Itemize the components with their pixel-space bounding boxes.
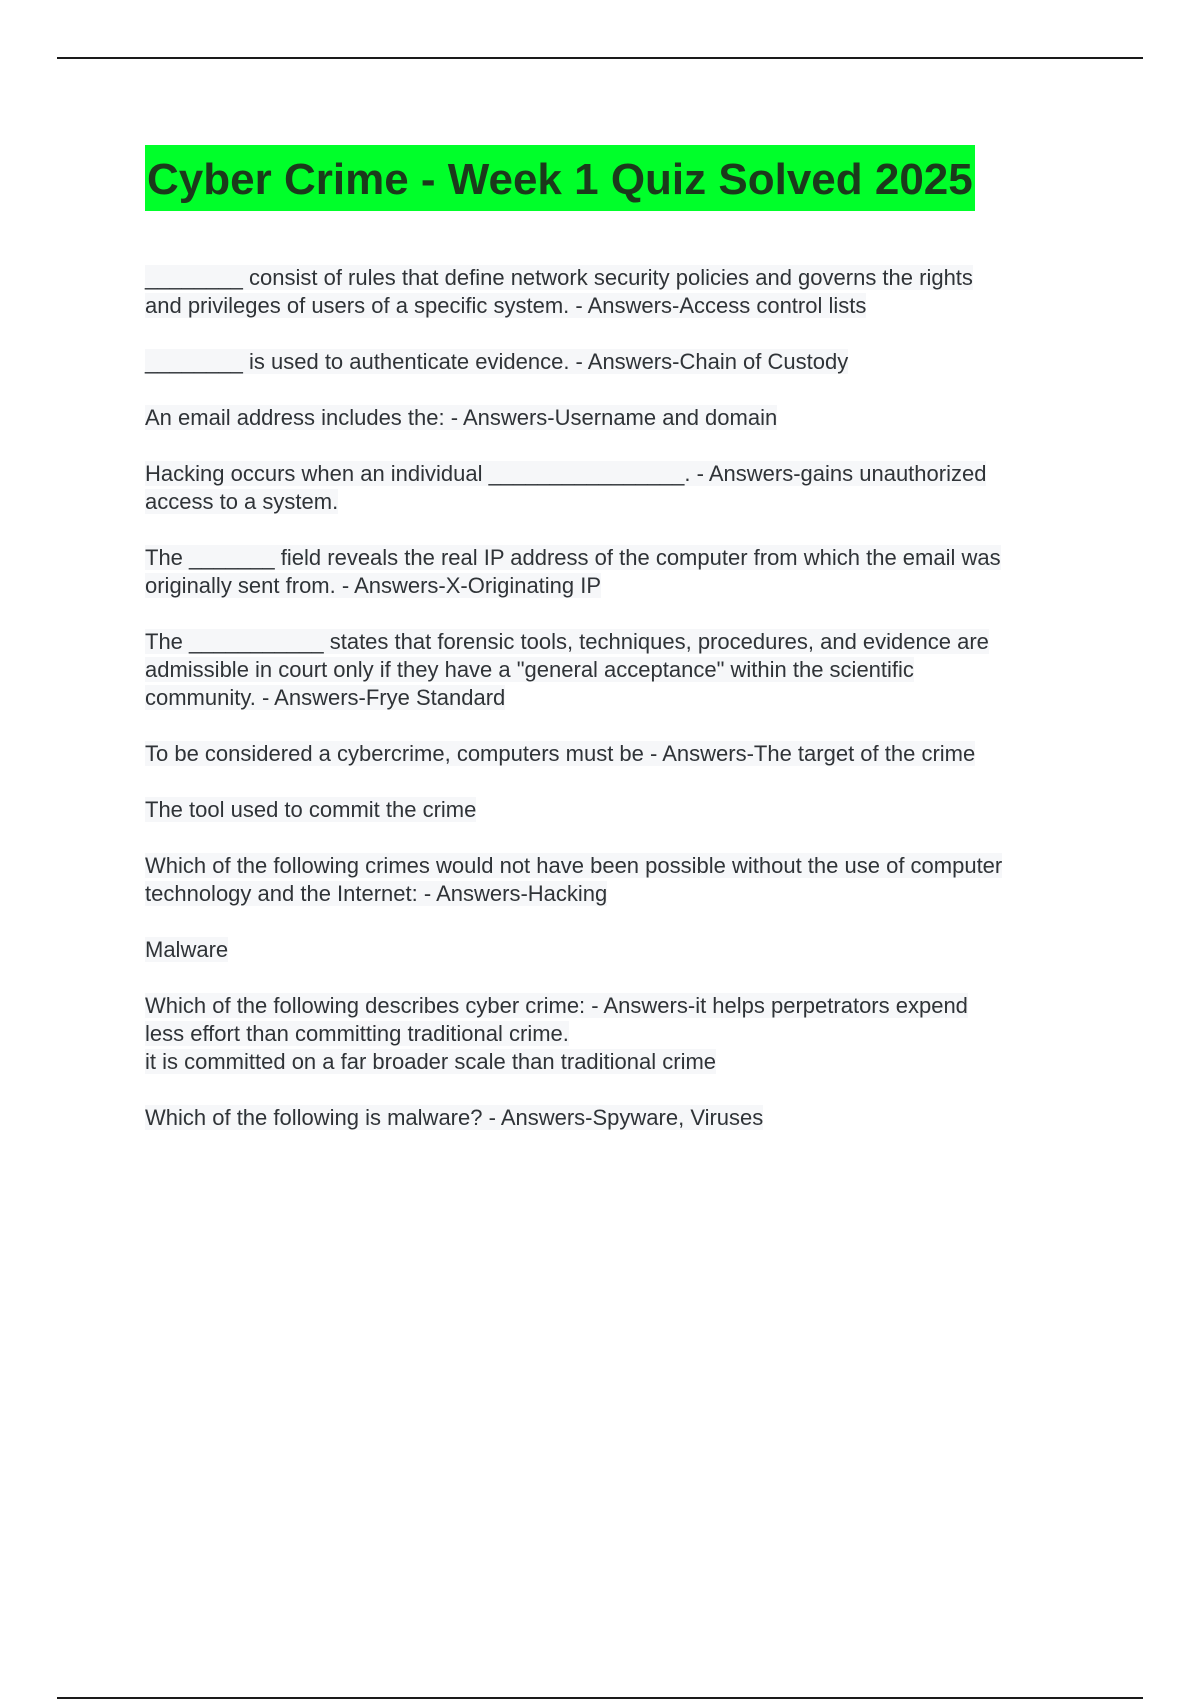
qa-line-text: it is committed on a far broader scale than traditional crime (145, 1049, 717, 1074)
qa-item (145, 348, 1095, 376)
qa-line (145, 404, 1095, 432)
qa-item (145, 544, 1095, 600)
qa-item (145, 1104, 1095, 1132)
qa-line (145, 936, 1095, 964)
qa-line-text: The _______ field reveals the real IP address of the computer from which the email was (145, 545, 1001, 570)
qa-line-text: Hacking occurs when an individual ________________. - Answers-gains unauthorized (145, 461, 987, 486)
qa-line-text: An email address includes the: - Answers-Username and domain (145, 405, 778, 430)
qa-line-text: The ___________ states that forensic tools, techniques, procedures, and evidence are (145, 629, 989, 654)
qa-line-text: Which of the following describes cyber crime: - Answers-it helps perpetrators expend (145, 993, 968, 1018)
qa-item (145, 460, 1095, 516)
qa-line (145, 292, 1095, 320)
qa-line (145, 348, 1095, 376)
qa-line (145, 460, 1095, 488)
qa-line (145, 628, 1095, 656)
qa-item (145, 740, 1095, 768)
qa-line (145, 1020, 1095, 1048)
qa-line (145, 544, 1095, 572)
document-body (145, 140, 1095, 1160)
qa-line-text: The tool used to commit the crime (145, 797, 477, 822)
qa-line-text: Which of the following crimes would not have been possible without the use of computer (145, 853, 1003, 878)
qa-line-text: community. - Answers-Frye Standard (145, 685, 506, 710)
qa-line (145, 264, 1095, 292)
qa-line (145, 880, 1095, 908)
qa-line-text: and privileges of users of a specific system. - Answers-Access control lists (145, 293, 867, 318)
qa-line-text: admissible in court only if they have a "general acceptance" within the scientific (145, 657, 914, 682)
qa-line (145, 1048, 1095, 1076)
qa-line-text: To be considered a cybercrime, computers must be - Answers-The target of the crime (145, 741, 976, 766)
qa-line-text: Which of the following is malware? - Answers-Spyware, Viruses (145, 1105, 764, 1130)
qa-line-text: access to a system. (145, 489, 339, 514)
qa-line-text: Malware (145, 937, 229, 962)
qa-item (145, 852, 1095, 908)
qa-line-text: originally sent from. - Answers-X-Originating IP (145, 573, 602, 598)
qa-line-text: ________ consist of rules that define network security policies and governs the rights (145, 265, 973, 290)
qa-item (145, 404, 1095, 432)
qa-item (145, 992, 1095, 1076)
qa-line (145, 656, 1095, 684)
qa-line (145, 488, 1095, 516)
qa-line (145, 1104, 1095, 1132)
qa-item (145, 628, 1095, 712)
qa-line (145, 852, 1095, 880)
qa-line-text: less effort than committing traditional crime. (145, 1021, 569, 1046)
bottom-rule (57, 1697, 1143, 1699)
qa-list (145, 264, 1095, 1132)
qa-item (145, 936, 1095, 964)
qa-line (145, 572, 1095, 600)
qa-item (145, 264, 1095, 320)
qa-line (145, 992, 1095, 1020)
qa-line (145, 684, 1095, 712)
qa-line-text: technology and the Internet: - Answers-Hacking (145, 881, 608, 906)
qa-line (145, 740, 1095, 768)
document-title: Cyber Crime - Week 1 Quiz Solved 2025 (145, 145, 975, 211)
qa-item (145, 796, 1095, 824)
qa-line (145, 796, 1095, 824)
top-rule (57, 57, 1143, 59)
qa-line-text: ________ is used to authenticate evidence. - Answers-Chain of Custody (145, 349, 849, 374)
